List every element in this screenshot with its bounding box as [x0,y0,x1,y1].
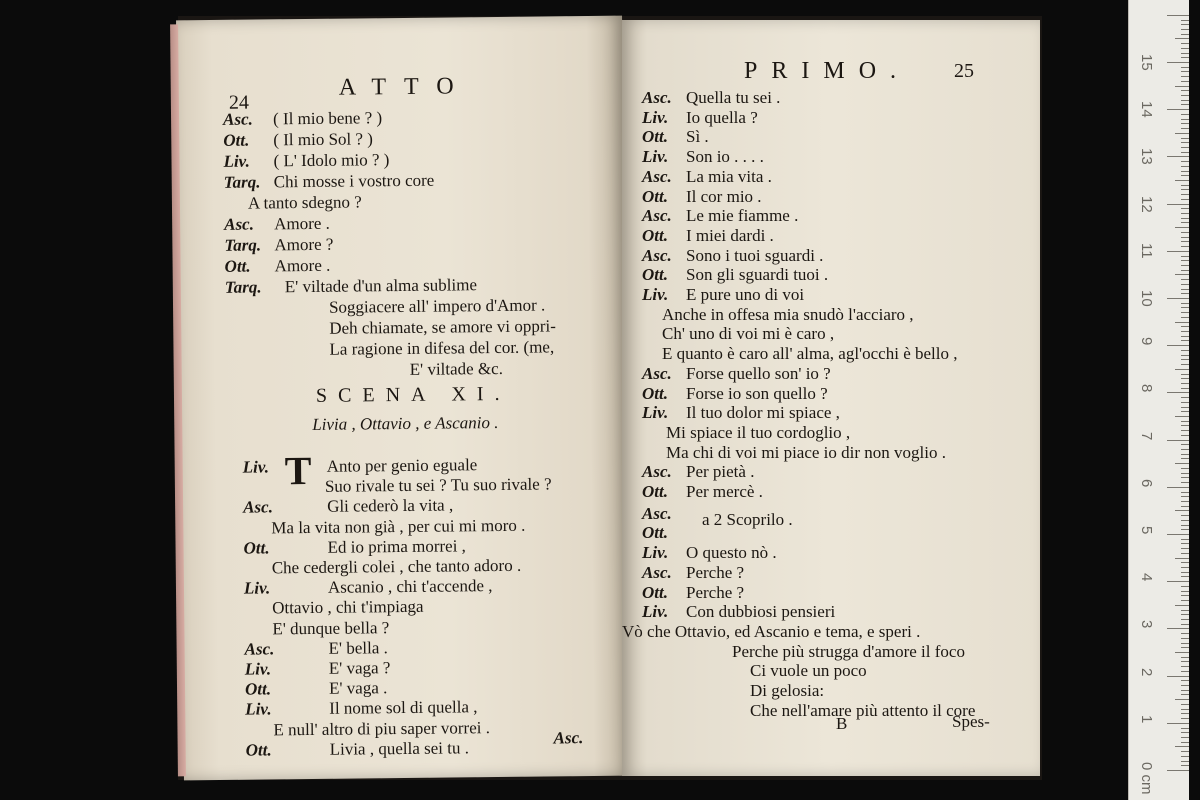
ruler-tick [1175,86,1189,87]
ruler-tick [1167,251,1189,252]
verse-line: Ottavio , chi t'impiaga [272,597,424,618]
ruler-tick [1167,676,1189,677]
ruler-label: 12 [1138,195,1155,213]
ruler-tick [1181,256,1189,257]
verse-line: E' bella . [328,637,388,658]
ruler-tick [1181,709,1189,710]
speaker-label: Liv. [642,543,669,563]
ruler-tick [1181,138,1189,139]
ruler-tick [1181,307,1189,308]
ruler-tick [1175,699,1189,700]
verse-line: Amore . [274,213,330,234]
ruler-tick [1175,558,1189,559]
ruler-tick [1181,742,1189,743]
ruler-tick [1181,638,1189,639]
ruler-tick [1181,57,1189,58]
speaker-label: Liv. [642,403,669,423]
verse-line: Son gli sguardi tuoi . [686,265,829,285]
speaker-label: Asc. [642,206,672,226]
verse-line: O questo nò . [686,543,777,563]
ruler-tick [1181,562,1189,563]
ruler-tick [1181,680,1189,681]
ruler-tick [1181,90,1189,91]
ruler-tick [1181,355,1189,356]
verse-line: Forse quello son' io ? [686,363,831,383]
left-running-head: ATTO [338,73,472,101]
ruler-tick [1181,76,1189,77]
measurement-ruler [1128,0,1189,800]
ruler-tick [1181,402,1189,403]
ruler-tick [1181,704,1189,705]
ruler-tick [1181,29,1189,30]
speaker-label: Ott. [642,127,668,147]
verse-line: Vò che Ottavio, ed Ascanio e tema, e speri . [622,621,921,641]
speaker-label: Ott. [642,523,668,543]
ruler-tick [1181,425,1189,426]
ruler-tick [1181,241,1189,242]
ruler-tick [1181,364,1189,365]
ruler-label: 4 [1138,573,1155,582]
ruler-label: 11 [1138,242,1155,259]
ruler-label: 13 [1138,148,1155,166]
ruler-tick [1181,543,1189,544]
speaker-label: Asc. [224,214,255,234]
verse-line: Gli cederò la vita , [327,495,454,517]
ruler-label: 8 [1138,384,1155,393]
ruler-label: 10 [1138,290,1155,307]
ruler-tick [1181,694,1189,695]
right-catchword: Spes- [952,712,990,731]
ruler-tick [1181,289,1189,290]
ruler-tick [1181,529,1189,530]
ruler-tick [1181,284,1189,285]
verse-line: Soggiacere all' impero d'Amor . [328,295,546,317]
ruler-tick [1181,657,1189,658]
verse-line: ( Il mio Sol ? ) [273,129,374,150]
ruler-tick [1175,416,1189,417]
verse-line: Livia , quella sei tu . [329,738,470,759]
ruler-tick [1167,770,1189,771]
verse-line: Perche ? [686,562,745,582]
verse-line: Ci vuole un poco [750,661,867,681]
speaker-label: Liv. [244,659,272,679]
right-page [622,20,1040,776]
ruler-tick [1181,142,1189,143]
verse-line: Per mercè . [686,482,763,501]
verse-line: Sono i tuoi sguardi . [686,245,824,265]
speaker-label: Ott. [245,740,272,760]
ruler-tick [1181,147,1189,148]
ruler-tick [1181,270,1189,271]
ruler-tick [1181,24,1189,25]
verse-line: Amore ? [274,234,334,255]
speaker-label: Ott. [642,265,668,285]
ruler-tick [1181,633,1189,634]
verse-line: Sì . [686,127,709,147]
verse-line: E quanto è caro all' alma, agl'occhi è bello , [662,344,958,364]
ruler-tick [1175,133,1189,134]
verse-line: Quella tu sei . [686,88,781,107]
ruler-tick [1181,666,1189,667]
ruler-tick [1181,161,1189,162]
speaker-label: Liv. [642,285,669,304]
ruler-tick [1181,175,1189,176]
ruler-tick [1181,222,1189,223]
verse-line: Che cedergli colei , che tanto adoro . [271,555,522,578]
ruler-tick [1181,515,1189,516]
verse-line: E null' altro di piu saper vorrei . [273,717,491,739]
left-page [176,16,630,781]
speaker-label: Tarq. [223,172,261,192]
ruler-tick [1181,468,1189,469]
ruler-tick [1181,350,1189,351]
ruler-tick [1175,652,1189,653]
ruler-tick [1181,336,1189,337]
ruler-tick [1175,322,1189,323]
ruler-tick [1181,71,1189,72]
speaker-label: Ott. [642,482,668,501]
ruler-tick [1181,685,1189,686]
ruler-tick [1181,260,1189,261]
ruler-tick [1181,643,1189,644]
ruler-tick [1181,595,1189,596]
ruler-tick [1167,156,1189,157]
ruler-tick [1181,407,1189,408]
speaker-label: Tarq. [224,277,262,297]
ruler-tick [1181,728,1189,729]
verse-line: I miei dardi . [686,225,774,245]
ruler-label: 0 cm [1138,762,1155,795]
ruler-tick [1181,718,1189,719]
ruler-tick [1181,218,1189,219]
ruler-tick [1181,751,1189,752]
ruler-tick [1181,213,1189,214]
speaker-label: Liv. [245,699,272,720]
ruler-tick [1181,152,1189,153]
verse-line: Mi spiace il tuo cordoglio , [666,422,851,442]
verse-line: Anche in offesa mia snudò l'acciaro , [662,304,914,324]
ruler-tick [1181,374,1189,375]
ruler-label: 3 [1138,620,1155,629]
ruler-tick [1181,473,1189,474]
ruler-tick [1181,237,1189,238]
ruler-tick [1181,317,1189,318]
ruler-tick [1181,586,1189,587]
ruler-label: 14 [1138,101,1155,118]
ruler-tick [1181,600,1189,601]
ruler-tick [1181,444,1189,445]
scene-characters: Livia , Ottavio , e Ascanio . [312,413,499,434]
verse-line: E' vaga ? [328,658,391,678]
ruler-label: 2 [1138,667,1155,676]
ruler-tick [1181,232,1189,233]
ruler-tick [1181,482,1189,483]
ruler-tick [1181,34,1189,35]
verse-line: Ascanio , chi t'accende , [327,576,493,597]
ruler-tick [1181,43,1189,44]
ruler-tick [1181,293,1189,294]
ruler-tick [1167,109,1189,110]
ruler-tick [1181,359,1189,360]
ruler-tick [1181,435,1189,436]
ruler-tick [1181,20,1189,21]
ruler-tick [1181,303,1189,304]
verse-line: La ragione in difesa del cor. (me, [329,337,555,359]
ruler-tick [1181,81,1189,82]
left-page-number: 24 [228,91,250,114]
ruler-tick [1181,610,1189,611]
ruler-tick [1181,312,1189,313]
ruler-tick [1181,591,1189,592]
speaker-label: Liv. [223,151,250,171]
ruler-tick [1181,340,1189,341]
ruler-tick [1181,761,1189,762]
verse-line: Perche più strugga d'amore il foco [732,641,965,661]
ruler-tick [1167,487,1189,488]
speaker-label: Asc. [642,462,672,482]
ruler-tick [1167,723,1189,724]
verse-line: E' dunque bella ? [272,617,390,638]
ruler-tick [1175,227,1189,228]
ruler-tick [1181,458,1189,459]
verse-line: Anto per genio eguale [326,455,478,476]
ruler-tick [1181,378,1189,379]
speaker-label: Ott. [224,256,251,276]
verse-line: Di gelosia: [750,681,825,700]
ruler-tick [1181,171,1189,172]
a2-direction: a 2 Scoprilo . [702,510,793,529]
ruler-tick [1181,671,1189,672]
ruler-tick [1181,661,1189,662]
ruler-tick [1181,67,1189,68]
ruler-tick [1181,128,1189,129]
ruler-tick [1167,204,1189,205]
ruler-tick [1181,454,1189,455]
ruler-tick [1181,397,1189,398]
speaker-label: Liv. [642,107,669,127]
verse-line: Le mie fiamme . [686,206,799,226]
ruler-tick [1167,628,1189,629]
ruler-tick [1167,392,1189,393]
ruler-tick [1175,746,1189,747]
ruler-tick [1181,166,1189,167]
speaker-label: Ott. [244,679,272,699]
speaker-label: Ott. [243,538,270,558]
speaker-label: Liv. [642,147,669,167]
ruler-tick [1181,326,1189,327]
verse-line: Ch' uno di voi mi è caro , [662,324,835,344]
ruler-tick [1167,581,1189,582]
right-page-number: 25 [954,60,974,82]
ruler-tick [1175,274,1189,275]
speaker-label: Asc. [244,639,275,659]
ruler-tick [1167,15,1189,16]
verse-line: Ma la vita non già , per cui mi moro . [271,515,526,537]
verse-line: Chi mosse i vostro core [273,170,435,192]
verse-line: ( Il mio bene ? ) [272,108,383,129]
verse-line: Il tuo dolor mi spiace , [686,403,840,423]
ruler-tick [1181,756,1189,757]
ruler-tick [1181,576,1189,577]
ruler-label: 6 [1138,478,1155,488]
ruler-label: 1 [1138,714,1155,724]
ruler-tick [1181,567,1189,568]
verse-line: Ed io prima morrei , [327,536,466,557]
ruler-tick [1181,553,1189,554]
speaker-label: Liv. [243,578,271,598]
ruler-tick [1167,534,1189,535]
ruler-tick [1175,605,1189,606]
verse-line: Amore . [274,255,331,276]
ruler-tick [1181,123,1189,124]
ruler-label: 7 [1138,431,1155,440]
ruler-tick [1181,492,1189,493]
ruler-tick [1167,62,1189,63]
ruler-tick [1181,411,1189,412]
drop-capital: T [284,447,312,494]
ruler-tick [1181,194,1189,195]
ruler-tick [1175,369,1189,370]
ruler-tick [1181,246,1189,247]
verse-line: La mia vita . [686,166,772,186]
ruler-tick [1181,520,1189,521]
ruler-tick [1181,95,1189,96]
ruler-tick [1181,539,1189,540]
speaker-label: Asc. [642,245,672,265]
ruler-tick [1181,48,1189,49]
verse-line: Ma chi di voi mi piace io dir non voglio . [666,442,946,462]
ruler-tick [1181,525,1189,526]
ruler-tick [1181,430,1189,431]
ruler-tick [1181,548,1189,549]
verse-line: Son io . . . . [686,147,764,167]
ruler-tick [1181,189,1189,190]
speaker-label: Ott. [223,130,250,150]
verse-line: Io quella ? [686,107,758,127]
ruler-tick [1181,388,1189,389]
speaker-label: Liv. [642,602,669,622]
verse-line: E' viltade d'un alma sublime [284,275,478,297]
speaker-label: Ott. [642,225,668,245]
verse-line: E pure uno di voi [686,285,805,304]
ruler-tick [1181,185,1189,186]
verse-line: Che nell'amare più attento il core [750,700,976,720]
verse-line: Forse io son quello ? [686,383,828,403]
ruler-tick [1181,199,1189,200]
ruler-tick [1181,265,1189,266]
ruler-tick [1181,572,1189,573]
ruler-tick [1175,180,1189,181]
ruler-tick [1181,53,1189,54]
ruler-tick [1181,114,1189,115]
speaker-label: Liv. [242,457,270,477]
ruler-tick [1181,104,1189,105]
ruler-tick [1181,279,1189,280]
signature-mark: B [836,714,848,733]
speaker-label: Ott. [642,582,668,602]
speaker-label: Asc. [243,497,273,518]
left-catchword: Asc. [553,728,584,748]
ruler-tick [1181,713,1189,714]
ruler-tick [1181,690,1189,691]
ruler-label: 5 [1138,526,1155,535]
ruler-label: 15 [1138,54,1155,71]
ruler-tick [1175,463,1189,464]
verse-line: Il cor mio . [686,186,762,206]
verse-line: Il nome sol di quella , [329,697,478,719]
ruler-tick [1175,510,1189,511]
ruler-tick [1181,765,1189,766]
speaker-label: Tarq. [224,235,262,255]
ruler-tick [1181,208,1189,209]
verse-line: Deh chiamate, se amore vi oppri- [329,316,556,338]
ruler-tick [1181,624,1189,625]
right-running-head: PRIMO. [744,58,911,84]
ruler-tick [1181,737,1189,738]
ruler-tick [1181,477,1189,478]
ruler-tick [1181,496,1189,497]
speaker-label: Asc. [642,503,672,523]
ruler-tick [1181,614,1189,615]
speaker-label: Asc. [642,562,672,582]
ruler-tick [1181,421,1189,422]
speaker-label: Asc. [642,166,672,186]
verse-line: Con dubbiosi pensieri [686,602,836,622]
verse-line: Per pietà . [686,462,755,482]
speaker-label: Asc. [222,109,253,129]
verse-line: Suo rivale tu sei ? Tu suo rivale ? [324,474,552,497]
speaker-label: Asc. [642,363,672,383]
ruler-tick [1181,383,1189,384]
ruler-tick [1167,440,1189,441]
ruler-tick [1175,38,1189,39]
ruler-tick [1167,298,1189,299]
ruler-tick [1181,506,1189,507]
ruler-tick [1181,119,1189,120]
speaker-label: Asc. [642,88,672,107]
scene-title: SCENA XI. [315,382,511,407]
ruler-tick [1181,732,1189,733]
verse-line: A tanto sdegno ? [247,192,362,213]
ruler-tick [1181,501,1189,502]
verse-line: E' vaga . [328,678,388,698]
ruler-tick [1181,100,1189,101]
verse-line: E' viltade &c. [409,358,504,379]
ruler-label: 9 [1138,337,1155,346]
verse-line: ( L' Idolo mio ? ) [273,150,390,171]
speaker-label: Ott. [642,383,668,403]
ruler-tick [1167,345,1189,346]
ruler-tick [1181,331,1189,332]
ruler-tick [1181,449,1189,450]
speaker-label: Ott. [642,186,668,206]
verse-line: Perche ? [686,582,745,602]
ruler-tick [1181,647,1189,648]
ruler-tick [1181,619,1189,620]
